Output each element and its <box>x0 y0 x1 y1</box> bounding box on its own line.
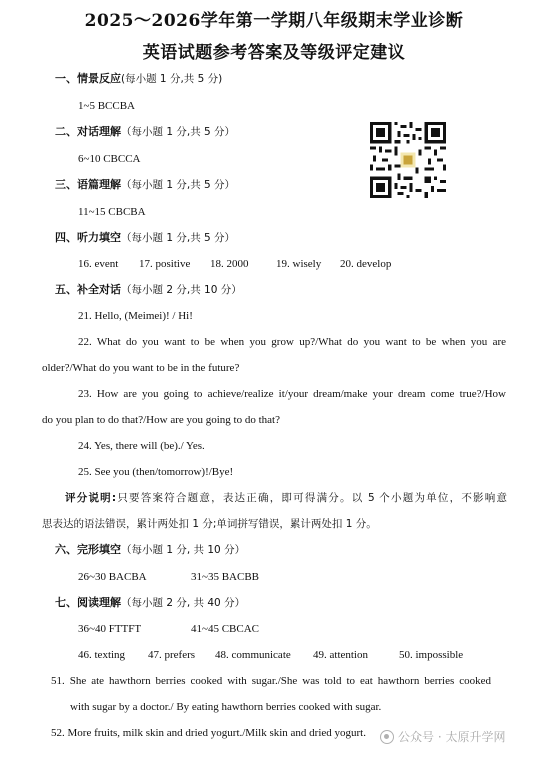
answer-item: 16. event <box>78 258 119 270</box>
section-note: （每小题 1 分,共 5 分） <box>121 232 236 244</box>
answer-line: 11~15 CBCBA <box>78 206 146 218</box>
answer-line: 1~5 BCCBA <box>78 100 135 112</box>
answer-line: 25. See you (then/tomorrow)!/Bye! <box>78 466 234 478</box>
section-note: （每小题 2 分,共 10 分） <box>121 284 242 296</box>
answer-line: 22. What do you want to be when you grow up?/What do you want to be when you are <box>78 336 506 348</box>
page-title: 2025～2026学年第一学期八年级期末学业诊断 <box>84 11 464 31</box>
section-note: （每小题 1 分,共 5 分） <box>121 126 236 138</box>
section-note: （每小题 1 分, 共 10 分） <box>121 544 246 556</box>
answer-line: 21. Hello, (Meimei)! / Hi! <box>78 310 193 322</box>
section-heading: 四、听力填空 <box>55 231 121 244</box>
section-note: (每小题 1 分,共 5 分) <box>121 73 223 85</box>
section-5 <box>55 283 242 297</box>
qr-code-image <box>370 122 446 198</box>
section-heading: 二、对话理解 <box>55 125 121 138</box>
answer-item: 18. 2000 <box>210 258 249 270</box>
answer-line: do you plan to do that?/How are you going to do that? <box>42 414 280 426</box>
page-subtitle: 英语试题参考答案及等级评定建议 <box>142 43 406 63</box>
section-2 <box>55 125 235 139</box>
answer-line: 51. She ate hawthorn berries cooked with sugar./She was told to eat hawthorn berries cooked <box>51 675 491 687</box>
watermark <box>380 728 505 745</box>
answer-item: 31~35 BACBB <box>191 571 259 583</box>
answer-item: 48. communicate <box>215 649 291 661</box>
answer-item: 36~40 FTTFT <box>78 623 142 635</box>
section-note: （每小题 1 分,共 5 分） <box>121 179 236 191</box>
answer-line: 52. More fruits, milk skin and dried yogurt./Milk skin and dried yogurt. <box>51 727 366 739</box>
section-6 <box>55 543 245 557</box>
section-heading: 三、语篇理解 <box>55 178 121 191</box>
section-7 <box>55 596 245 610</box>
section-heading: 六、完形填空 <box>55 543 121 556</box>
answer-item: 17. positive <box>139 258 191 270</box>
answer-line: older?/What do you want to be in the future? <box>42 362 240 374</box>
section-1 <box>55 72 222 86</box>
answer-item: 26~30 BACBA <box>78 571 147 583</box>
section-note: （每小题 2 分, 共 40 分） <box>121 597 246 609</box>
section-4 <box>55 231 235 245</box>
answer-line: 6~10 CBCCA <box>78 153 141 165</box>
section-3 <box>55 178 235 192</box>
scoring-note-label: 评分说明: <box>65 492 117 504</box>
answer-line: 24. Yes, there will (be)./ Yes. <box>78 440 205 452</box>
section-heading: 七、阅读理解 <box>55 596 121 609</box>
answer-line: with sugar by a doctor./ By eating hawthorn berries cooked with sugar. <box>70 701 382 713</box>
section-heading: 五、补全对话 <box>55 283 121 296</box>
answer-item: 49. attention <box>313 649 368 661</box>
scoring-note-text: 只要答案符合题意，表达正确，即可得满分。以 5 个小题为单位，不影响意 <box>116 492 507 504</box>
scoring-note <box>65 491 507 505</box>
answer-item: 41~45 CBCAC <box>191 623 259 635</box>
answer-item: 50. impossible <box>399 649 464 661</box>
section-heading: 一、情景反应 <box>55 72 121 85</box>
answer-line: 23. How are you going to achieve/realize it/your dream/make your dream come true?/How <box>78 388 506 400</box>
answer-item: 19. wisely <box>276 258 322 270</box>
wechat-icon <box>380 730 394 744</box>
watermark-text: 公众号 · 太原升学网 <box>398 730 506 744</box>
answer-item: 20. develop <box>340 258 392 270</box>
answer-item: 46. texting <box>78 649 126 661</box>
answer-item: 47. prefers <box>148 649 196 661</box>
scoring-note-text: 思表达的语法错误，累计两处扣 1 分;单词拼写错误，累计两处扣 1 分。 <box>42 518 377 530</box>
